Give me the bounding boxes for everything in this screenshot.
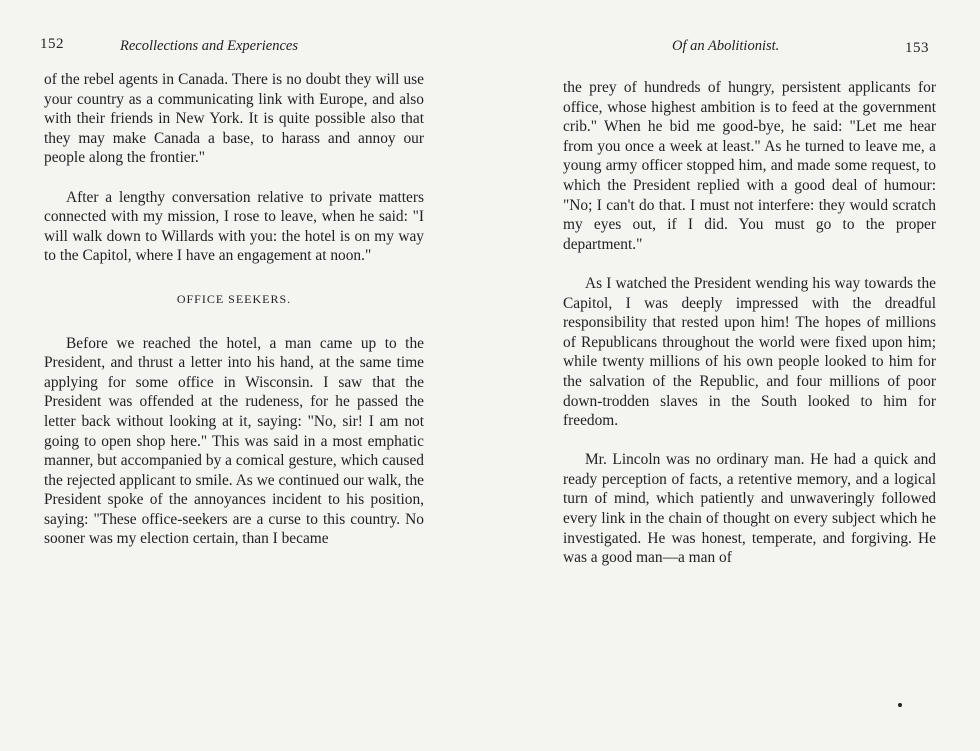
paragraph: Before we reached the hotel, a man came up to the President, and thrust a letter into his hand, at the same time applying for some office in Wisconsin. I saw that the President was offended at the rudeness, for he passed the letter back without looking at it, saying: "No, sir! I am not going to open shop here." This was said in a most emphatic manner, but accompanied by a comical gesture, which caused the rejected applicant to smile. As we continued our walk, the President spoke of the annoyances incident to his position, saying: "These office-seekers are a curse to this country. No sooner was my election certain, than I became	[44, 334, 424, 548]
text-column	[44, 70, 424, 549]
continuation-paragraph: the prey of hundreds of hungry, persistent applicants for office, whose highest ambition is to feed at the government crib." When he bid me good-bye, he said: "Let me hear from you once a week at least." As he turned to leave me, a young army officer stopped him, and made some request, to which the President replied with a good deal of humour: "No; I can't do that. I must not interfere: they would scratch my eyes out, if I did. You must go to the proper department."	[563, 79, 936, 253]
page-number: 153	[905, 40, 929, 56]
section-heading: OFFICE SEEKERS.	[176, 291, 292, 306]
text-column	[563, 78, 936, 568]
ink-speck	[898, 703, 902, 707]
continuation-paragraph: of the rebel agents in Canada. There is no doubt they will use your country as a communicating link with Europe, and also with their friends in New York. It is quite possible also that they may make Canada a base, to harass and annoy our people along the frontier."	[44, 71, 424, 167]
running-title: Recollections and Experiences	[120, 38, 298, 54]
running-title: Of an Abolitionist.	[672, 38, 780, 54]
page-number: 152	[40, 36, 64, 52]
paragraph: Mr. Lincoln was no ordinary man. He had a quick and ready perception of facts, a retentive memory, and a logical turn of mind, which patiently and unwaveringly followed every link in the chain of thought on every subject which he investigated. He was honest, temperate, and forgiving. He was a good man—a man of	[563, 451, 936, 567]
paragraph: After a lengthy conversation relative to private matters connected with my mission, I rose to leave, when he said: "I will walk down to Willards with you: the hotel is on my way to the Capitol, where I have an engagement at noon."	[44, 188, 424, 265]
right-page	[490, 0, 980, 751]
paragraph: As I watched the President wending his way towards the Capitol, I was deeply impressed with the dreadful responsibility that rested upon him! The hopes of millions of Republicans throughout the world were fixed upon him; while twenty millions of his own people looked to him for the salvation of the Republic, and four millions of poor down-trodden slaves in the South looked to him for freedom.	[563, 274, 936, 430]
